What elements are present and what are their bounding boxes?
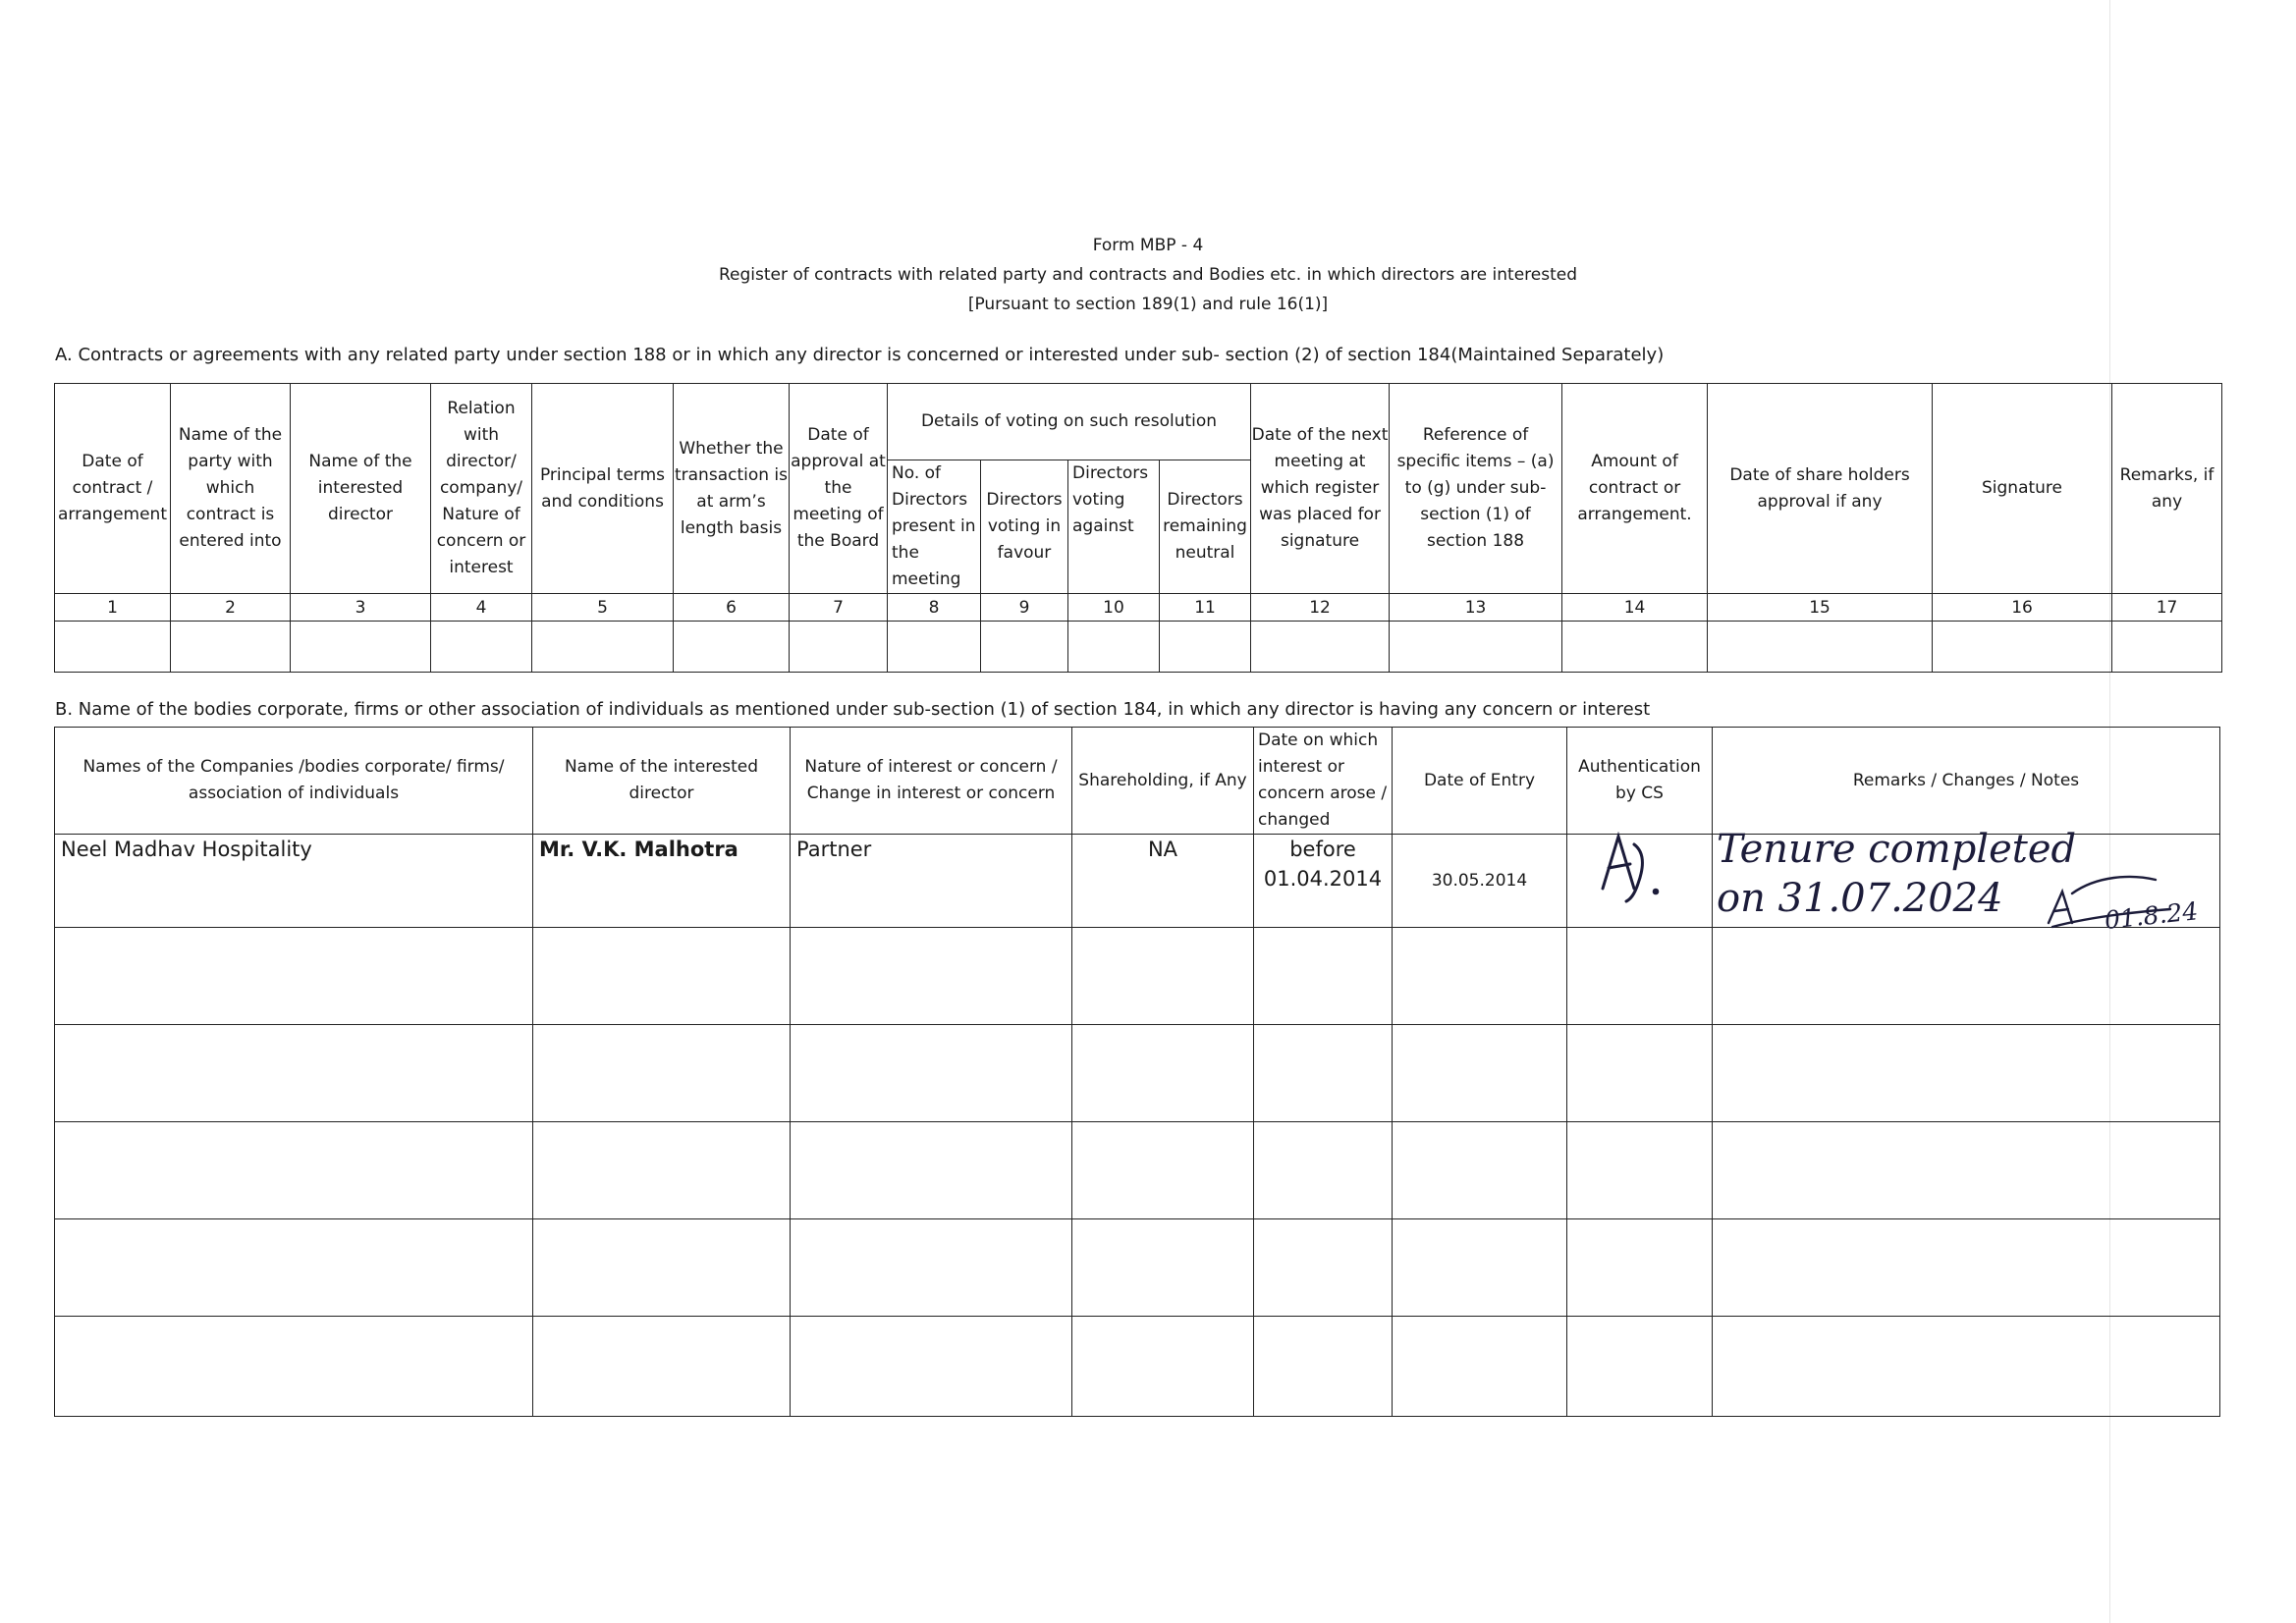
column-number: 9 <box>981 594 1068 622</box>
column-number: 14 <box>1562 594 1708 622</box>
header-date-arose: Date on which interest or concern arose / changed <box>1254 728 1393 835</box>
header-principal-terms: Principal terms and conditions <box>532 384 674 594</box>
nature-of-interest: Partner <box>791 835 1072 928</box>
company-name: Neel Madhav Hospitality <box>55 835 533 928</box>
header-companies: Names of the Companies /bodies corporate/ firms/ association of individuals <box>55 728 533 835</box>
header-date-of-entry: Date of Entry <box>1393 728 1567 835</box>
shareholding-value: NA <box>1072 835 1254 928</box>
column-number: 13 <box>1390 594 1562 622</box>
column-number: 12 <box>1251 594 1390 622</box>
header-relation: Relation with director/ company/ Nature of concern or interest <box>431 384 532 594</box>
form-subtitle: Register of contracts with related party and contracts and Bodies etc. in which directors are interested <box>718 265 1578 285</box>
column-number: 5 <box>532 594 674 622</box>
header-next-meeting-date: Date of the next meeting at which register was placed for signature <box>1251 384 1390 594</box>
header-voting-against: Directors voting against <box>1068 460 1160 594</box>
header-interested-director: Name of the interested director <box>291 384 431 594</box>
initials-date: 01.8.24 <box>2103 896 2200 935</box>
column-number: 11 <box>1160 594 1251 622</box>
remarks-handwritten-line2: on 31.07.2024 <box>1717 876 2003 921</box>
cs-signature <box>1603 837 1658 901</box>
remarks-handwritten-line1: Tenure completed <box>1717 827 2077 872</box>
form-pursuant: [Pursuant to section 189(1) and rule 16(1)] <box>967 295 1329 314</box>
header-interested-director: Name of the interested director <box>533 728 791 835</box>
column-number: 4 <box>431 594 532 622</box>
header-authentication: Authentication by CS <box>1567 728 1713 835</box>
director-name: Mr. V.K. Malhotra <box>533 835 791 928</box>
column-number: 2 <box>171 594 291 622</box>
header-arms-length: Whether the transaction is at arm’s length basis <box>674 384 790 594</box>
header-amount: Amount of contract or arrangement. <box>1562 384 1708 594</box>
header-voting-details: Details of voting on such resolution <box>888 384 1251 460</box>
column-number: 16 <box>1933 594 2112 622</box>
date-of-entry-value: 30.05.2014 <box>1393 835 1567 928</box>
header-date-of-contract: Date of contract / arrangement <box>55 384 171 594</box>
column-number: 8 <box>888 594 981 622</box>
column-number: 15 <box>1708 594 1933 622</box>
column-number: 6 <box>674 594 790 622</box>
header-directors-present: No. of Directors present in the meeting <box>888 460 981 594</box>
header-remarks-notes: Remarks / Changes / Notes <box>1713 728 2220 835</box>
column-number: 1 <box>55 594 171 622</box>
form-title: Form MBP - 4 <box>1092 236 1204 255</box>
header-remarks: Remarks, if any <box>2112 384 2222 594</box>
header-party-name: Name of the party with which contract is entered into <box>171 384 291 594</box>
column-number: 3 <box>291 594 431 622</box>
header-reference-items: Reference of specific items – (a) to (g) under sub-section (1) of section 188 <box>1390 384 1562 594</box>
header-signature: Signature <box>1933 384 2112 594</box>
header-nature-of-interest: Nature of interest or concern / Change in interest or concern <box>791 728 1072 835</box>
header-shareholding: Shareholding, if Any <box>1072 728 1254 835</box>
header-neutral: Directors remaining neutral <box>1160 460 1251 594</box>
header-voting-favour: Directors voting in favour <box>981 460 1068 594</box>
column-number: 17 <box>2112 594 2222 622</box>
section-a-heading: A. Contracts or agreements with any related party under section 188 or in which any director is concerned or interested under sub- section (2) of section 184(Maintained Separately) <box>55 345 1665 365</box>
date-arose-value: before 01.04.2014 <box>1254 835 1393 928</box>
column-number: 10 <box>1068 594 1160 622</box>
section-b-heading: B. Name of the bodies corporate, firms or other association of individuals as mentioned under sub-section (1) of section 184, in which any director is having any concern or interest <box>55 699 1651 720</box>
header-shareholder-approval: Date of share holders approval if any <box>1708 384 1933 594</box>
column-number: 7 <box>790 594 888 622</box>
header-date-of-approval: Date of approval at the meeting of the Board <box>790 384 888 594</box>
